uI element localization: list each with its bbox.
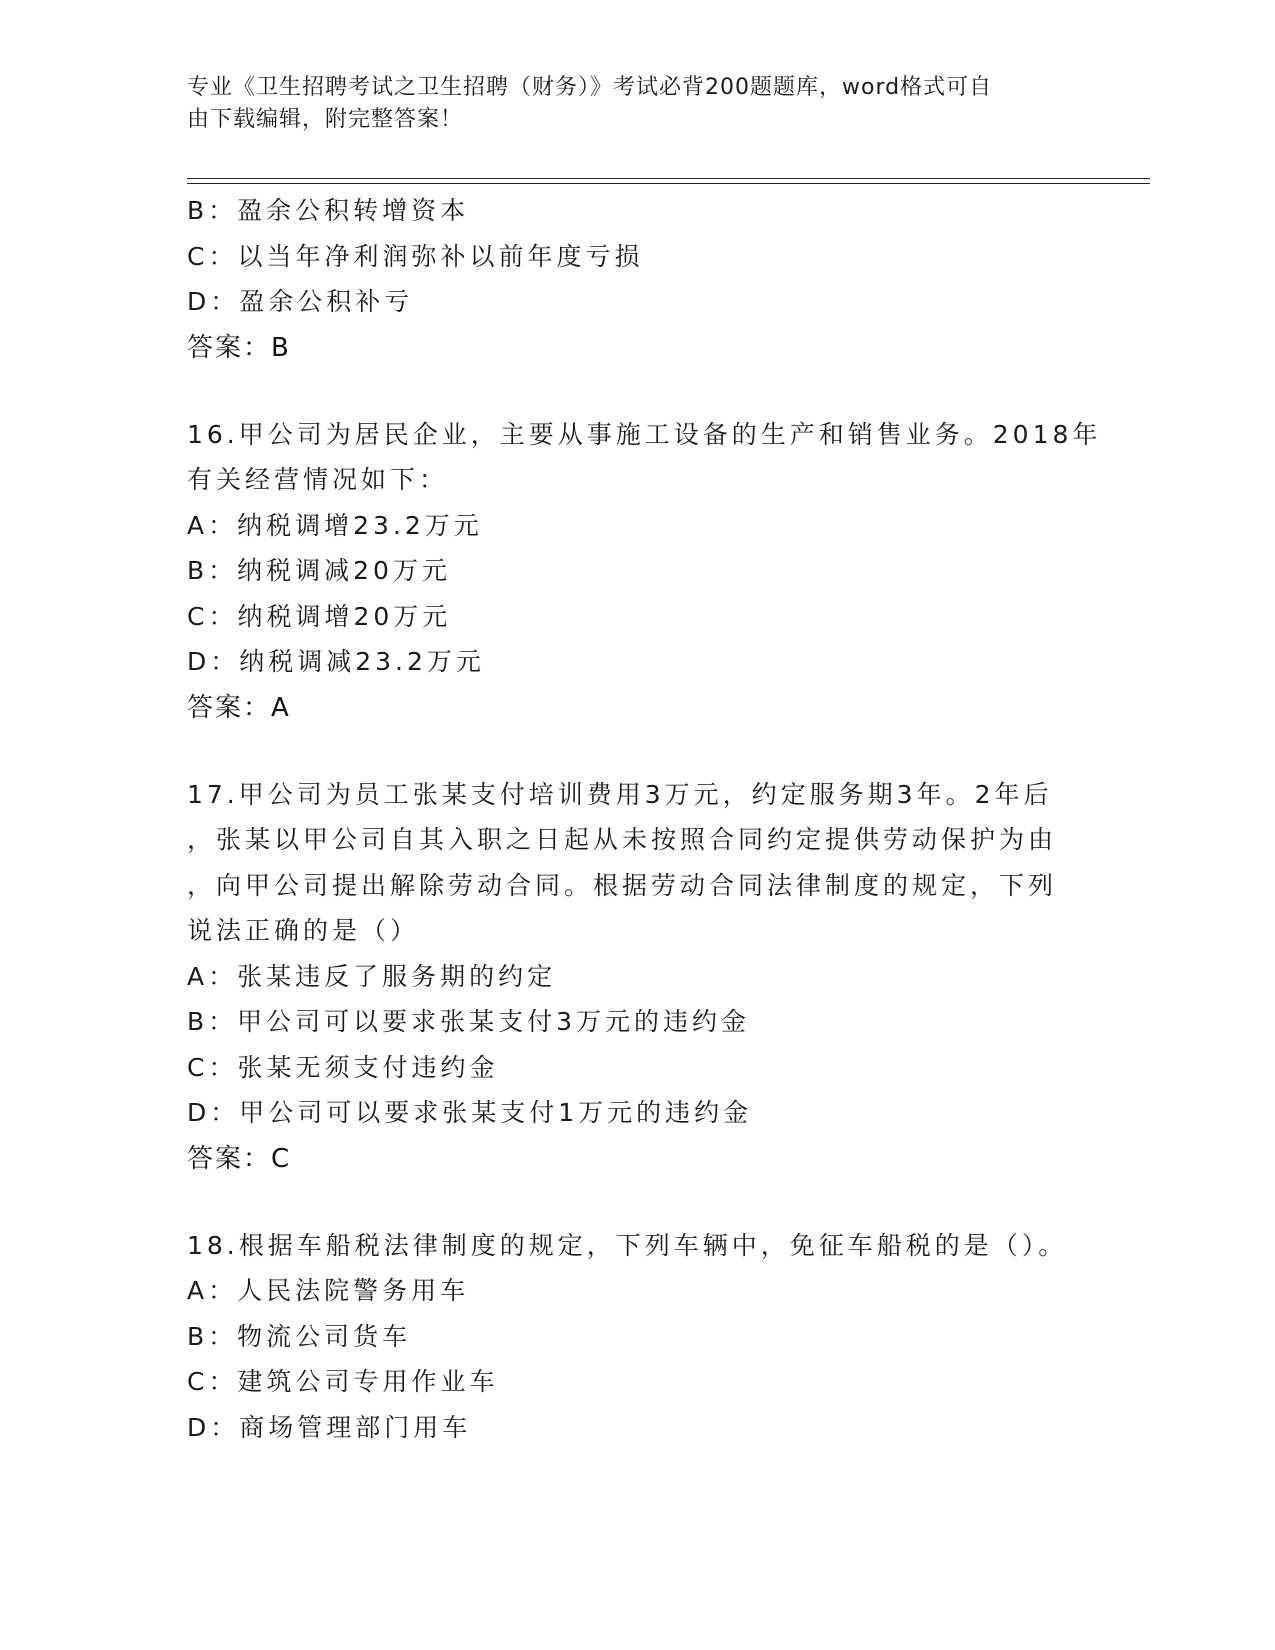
question-17 — [187, 772, 1087, 1182]
question-stem-line: 有关经营情况如下： — [187, 465, 449, 494]
option-a: A：张某违反了服务期的约定 — [187, 961, 557, 991]
option-b: B：甲公司可以要求张某支付3万元的违约金 — [187, 1007, 751, 1036]
spacer — [187, 1182, 1087, 1223]
question-content — [187, 188, 1102, 1450]
question-16 — [187, 412, 1102, 731]
question-stem-line: 16.甲公司为居民企业，主要从事施工设备的生产和销售业务。2018年 — [187, 419, 1102, 449]
answer-line: 答案：B — [187, 332, 291, 363]
question-stem-line: ，向甲公司提出解除劳动合同。根据劳动合同法律制度的规定，下列 — [187, 870, 1058, 900]
option-c: C：建筑公司专用作业车 — [187, 1367, 499, 1396]
question-18 — [187, 1223, 1087, 1451]
header-divider-bottom — [187, 183, 1150, 184]
question-stem-line: 说法正确的是（） — [187, 916, 420, 945]
option-c: C：张某无须支付违约金 — [187, 1052, 499, 1082]
option-b: B：盈余公积转增资本 — [187, 196, 470, 225]
prev-question-block — [187, 188, 1087, 371]
header-line-1: 专业《卫生招聘考试之卫生招聘（财务）》考试必背200题题库，word格式可自 — [187, 75, 993, 100]
header-divider-top — [187, 178, 1150, 179]
option-d: D：纳税调减23.2万元 — [187, 647, 485, 676]
option-b: B：纳税调减20万元 — [187, 556, 451, 585]
answer-line: 答案：C — [187, 1143, 292, 1174]
spacer — [187, 371, 1087, 412]
option-a: A：人民法院警务用车 — [187, 1276, 470, 1305]
option-c: C：纳税调增20万元 — [187, 601, 452, 631]
option-b: B：物流公司货车 — [187, 1321, 412, 1351]
question-stem-line: 18.根据车船税法律制度的规定，下列车辆中，免征车船税的是（）。 — [187, 1230, 1068, 1260]
option-d: D：盈余公积补亏 — [187, 287, 414, 316]
option-d: D：甲公司可以要求张某支付1万元的违约金 — [187, 1098, 753, 1127]
document-header — [187, 72, 1067, 136]
answer-line: 答案：A — [187, 692, 291, 723]
spacer — [187, 731, 1087, 772]
option-a: A：纳税调增23.2万元 — [187, 510, 483, 540]
header-line-2: 由下载编辑，附完整答案！ — [187, 107, 464, 132]
question-stem-line: ，张某以甲公司自其入职之日起从未按照合同约定提供劳动保护为由 — [187, 825, 1058, 854]
question-stem-line: 17.甲公司为员工张某支付培训费用3万元，约定服务期3年。2年后 — [187, 779, 1053, 809]
option-c: C：以当年净利润弥补以前年度亏损 — [187, 241, 644, 271]
option-d: D：商场管理部门用车 — [187, 1412, 472, 1442]
